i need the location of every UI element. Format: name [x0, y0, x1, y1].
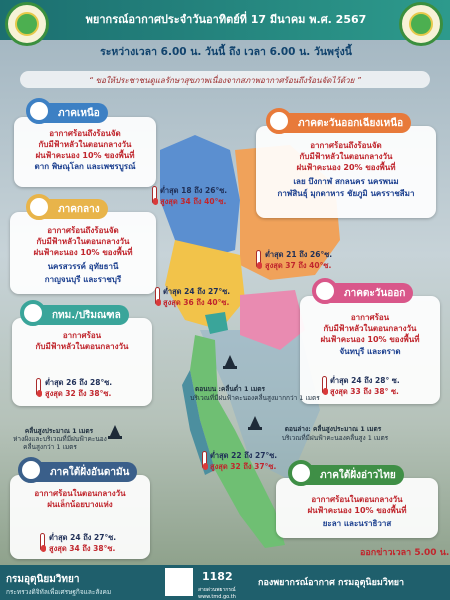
page-subtitle: ระหว่างเวลา 6.00 น. วันนี้ ถึง เวลา 6.00 น. วันพรุ่งนี้: [100, 46, 352, 58]
card-northeast-title: ภาคตะวันออกเฉียงเหนือ: [270, 113, 411, 133]
wave-upper-gulf-1: ตอนบน :คลื่นต่ำ 1 เมตร: [195, 385, 265, 393]
east-line1: อากาศร้อน: [350, 313, 390, 322]
wave-lower-gulf-1: ตอนล่าง: คลื่นสูงประมาณ 1 เมตร: [284, 425, 382, 433]
south-east-line1: อากาศร้อนในตอนกลางวัน: [311, 495, 403, 504]
north-line4: ตาก พิษณุโลก และเพชรบูรณ์: [34, 162, 136, 171]
wave-upper-gulf-2: บริเวณที่มีฝนฟ้าคะนองคลื่นสูงมากกว่า 1 เมตร: [190, 394, 320, 402]
location-pin-icon: [18, 457, 44, 483]
tmd-logo-right: [399, 2, 443, 46]
northeast-line4: เลย บึงกาฬ สกลนคร นครพนม: [293, 177, 399, 186]
bangkok-min: ต่ำสุด 26 ถึง 28°ซ.: [45, 378, 113, 387]
bangkok-line1: อากาศร้อน: [62, 331, 102, 340]
east-line3: ฝนฟ้าคะนอง 10% ของพื้นที่: [320, 335, 420, 344]
south-east-max: สูงสุด 32 ถึง 37°ซ.: [210, 462, 277, 471]
south-east-min: ต่ำสุด 22 ถึง 27°ซ.: [210, 451, 278, 460]
north-line2: กับมีฟ้าหลัวในตอนกลางวัน: [38, 140, 132, 149]
thermometer-icon: [152, 186, 157, 204]
thermometer-icon: [256, 250, 261, 268]
central-min: ต่ำสุด 24 ถึง 27°ซ.: [163, 287, 231, 296]
card-bangkok-title: กทม./ปริมณฑล: [24, 305, 129, 325]
south-west-line1: อากาศร้อนในตอนกลางวัน: [34, 489, 126, 498]
location-pin-icon: [312, 278, 338, 304]
footer-department: กรมอุตุนิยมวิทยา: [6, 574, 80, 585]
card-south-west-title: ภาคใต้ฝั่งอันดามัน: [22, 462, 137, 482]
wave-lower-gulf-2: บริเวณที่มีฝนฟ้าคะนองคลื่นสูง 1 เมตร: [281, 434, 389, 442]
tmd-logo-left: [5, 2, 49, 46]
north-line3: ฝนฟ้าคะนอง 10% ของพื้นที่: [35, 151, 135, 160]
northeast-line2: กับมีฟ้าหลัวในตอนกลางวัน: [299, 152, 393, 161]
card-north-title: ภาคเหนือ: [30, 103, 108, 123]
location-pin-icon: [26, 194, 52, 220]
south-east-line3: ยะลา และนราธิวาส: [322, 519, 392, 528]
east-min: ต่ำสุด 24 ถึง 28° ซ.: [330, 376, 400, 385]
north-line1: อากาศร้อนถึงร้อนจัด: [49, 129, 121, 138]
central-line5: กาญจนบุรี และราชบุรี: [44, 275, 122, 284]
hotline-caption: สายด่วนพยากรณ์ www.tmd.go.th: [198, 587, 236, 600]
south-west-max: สูงสุด 34 ถึง 38°ซ.: [49, 544, 116, 553]
location-pin-icon: [20, 300, 46, 326]
boat-icon: [250, 416, 260, 427]
page-title: พยากรณ์อากาศประจำวันอาทิตย์ที่ 17 มีนาคม พ.ศ. 2567: [85, 13, 367, 26]
card-south-east-title: ภาคใต้ฝั่งอ่าวไทย: [292, 465, 404, 485]
north-min: ต่ำสุด 18 ถึง 26°ซ.: [160, 186, 228, 195]
thermometer-icon: [40, 533, 45, 551]
northeast-line3: ฝนฟ้าคะนอง 20% ของพื้นที่: [296, 163, 396, 172]
north-max: สูงสุด 34 ถึง 40°ซ.: [160, 197, 227, 206]
region-central: [165, 240, 245, 330]
south-east-line2: ฝนฟ้าคะนอง 10% ของพื้นที่: [307, 506, 407, 515]
bangkok-line2: กับมีฟ้าหลัวในตอนกลางวัน: [35, 342, 129, 351]
central-line1: อากาศร้อนถึงร้อนจัด: [47, 226, 119, 235]
location-pin-icon: [26, 98, 52, 124]
footer-bureau: กองพยากรณ์อากาศ กรมอุตุนิยมวิทยา: [258, 578, 405, 588]
qr-code-icon[interactable]: [165, 568, 193, 596]
health-notice: “ ขอให้ประชาชนดูแลรักษาสุขภาพเนื่องจากสภาพอากาศร้อนถึงร้อนจัดไว้ด้วย ”: [20, 71, 430, 88]
card-central-title: ภาคกลาง: [30, 199, 108, 219]
east-max: สูงสุด 33 ถึง 38° ซ.: [330, 387, 399, 396]
location-pin-icon: [288, 460, 314, 486]
wave-andaman-3: คลื่นสูงกว่า 1 เมตร: [23, 443, 77, 451]
northeast-line1: อากาศร้อนถึงร้อนจัด: [310, 141, 382, 150]
south-west-line2: ฝนเล็กน้อยบางแห่ง: [47, 500, 113, 509]
central-max: สูงสุด 36 ถึง 40°ซ.: [163, 298, 230, 307]
northeast-max: สูงสุด 37 ถึง 40°ซ.: [265, 261, 332, 270]
south-west-min: ต่ำสุด 24 ถึง 27°ซ.: [49, 533, 117, 542]
boat-icon: [225, 355, 235, 366]
thermometer-icon: [36, 378, 41, 396]
east-line4: จันทบุรี และตราด: [339, 347, 401, 356]
thermometer-icon: [155, 287, 160, 305]
location-pin-icon: [266, 108, 292, 134]
hotline-number: 1182: [202, 570, 233, 583]
card-east-title: ภาคตะวันออก: [316, 283, 413, 303]
wave-andaman-1: คลื่นสูงประมาณ 1 เมตร: [24, 427, 94, 435]
issue-time: ออกข่าวเวลา 5.00 น.: [360, 548, 450, 558]
thermometer-icon: [202, 451, 207, 469]
bangkok-max: สูงสุด 32 ถึง 38°ซ.: [45, 389, 112, 398]
thermometer-icon: [322, 376, 327, 394]
central-line3: ฝนฟ้าคะนอง 10% ของพื้นที่: [33, 248, 133, 257]
footer-ministry: กระทรวงดิจิทัลเพื่อเศรษฐกิจและสังคม: [6, 588, 112, 596]
central-line4: นครสวรรค์ อุทัยธานี: [47, 262, 119, 271]
central-line2: กับมีฟ้าหลัวในตอนกลางวัน: [36, 237, 130, 246]
wave-andaman-2: ห่างฝั่งและบริเวณที่มีฝนฟ้าคะนอง: [13, 435, 107, 443]
east-line2: กับมีฟ้าหลัวในตอนกลางวัน: [323, 324, 417, 333]
northeast-min: ต่ำสุด 21 ถึง 26°ซ.: [265, 250, 333, 259]
northeast-line5: กาฬสินธุ์ มุกดาหาร ชัยภูมิ นครราชสีมา: [277, 189, 415, 198]
